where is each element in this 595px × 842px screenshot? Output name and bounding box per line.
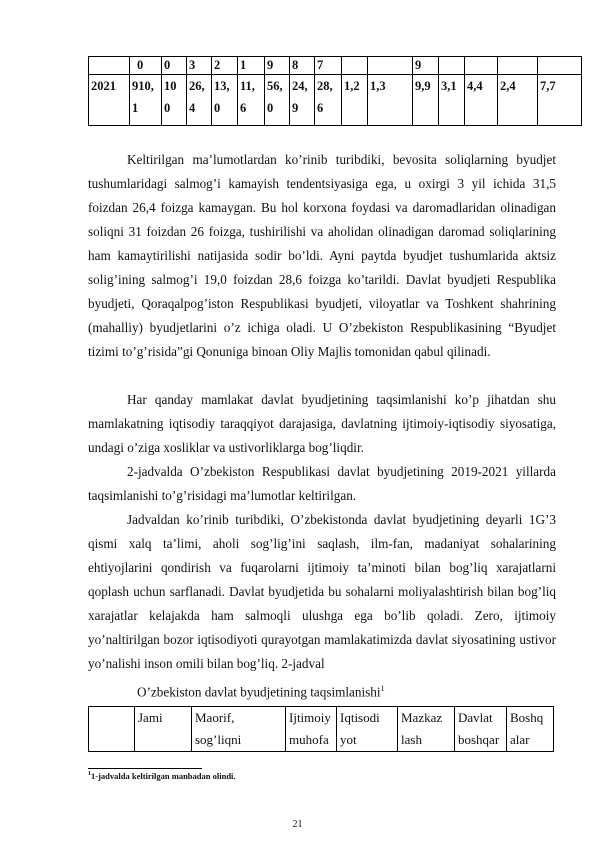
body-paragraph: Jadvaldan ko’rinib turibdiki, O’zbekistonda davlat byudjetining deyarli 1G’3 qismi xalq ta’limi, aholi sog’lig’ini saqlash, ilm-fan, madaniyat sohalarining ehtiyojlarini qondirish va fuqarolarni ijtimoiy ta’minoti bilan bog’liq xarajatlarni qoplash uchun sarflanadi. Davlat byudjetida bu sohalarni moliyalashtirish bilan bog’liq xarajatlar kelajakda ham salmoqli ulushga ega bo’lib qoladi. Zero, ijtimoiy yo’naltirilgan bozor iqtisodiyoti qurayotgan mamlakatimizda davlat siyosatining ustivor yo’nalishi inson omili bilan bog’liq. 2-jadval [88, 512, 556, 671]
body-paragraph: Har qanday mamlakat davlat byudjetining taqsimlanishi ko’p jihatdan shu mamlakatning iqtisodiy taraqqiyot darajasiga, davlatning ijtimoiy-iqtisodiy siyosatiga, undagi o’ziga xosliklar va ustivorliklarga bog’liqdir. [88, 392, 556, 455]
table-cell: 28, 6 [315, 75, 342, 126]
table-cell: 13, 0 [212, 75, 238, 126]
table-cell: 26, 4 [187, 75, 212, 126]
table-cell [498, 57, 538, 75]
table-cell: 11, 6 [238, 75, 265, 126]
table-cell: 7 [315, 57, 342, 75]
table-cell: 24, 9 [290, 75, 315, 126]
table-header-cell: Maorif, sog’liqni [192, 707, 286, 752]
table-row [89, 75, 582, 126]
table-header-cell: Boshq alar [507, 707, 554, 752]
table-cell [368, 57, 413, 75]
budget-data-table [88, 56, 582, 126]
body-paragraph: Keltirilgan ma’lumotlardan ko’rinib turibdiki, bevosita soliqlarning byudjet tushumlaridagi salmog’i kamayish tendentsiyasiga ega, u oxirgi 3 yil ichida 31,5 foizdan 26,4 foizga kamaygan. Bu hol korxona foydasi va daromadlaridan olinadigan soliqni 31 foizdan 26 foizga, tushirilishi va aholidan olinadigan daromad soliqlarining ham kamaytirilishi natijasida sodir bo’ldi. Ayni paytda byudjet tushumlarida aktsiz solig’ining salmog’i 19,0 foizdan 28,6 foizga ko’tarildi. Davlat byudjeti Respublika byudjeti, Qoraqalpog’iston Respublikasi byudjeti, viloyatlar va Toshkent shahrining (mahalliy) byudjetlarini o’z ichiga oladi. U O’zbekiston Respublikasining “Byudjet tizimi to’g’risida”gi Qonuniga binoan Oliy Majlis tomonidan qabul qilinadi. [88, 152, 556, 359]
table-cell: 9 [413, 57, 439, 75]
table-header-cell [89, 707, 135, 752]
page-number: 21 [292, 819, 303, 830]
table-row [89, 57, 582, 75]
table-cell [89, 57, 130, 75]
footnote-separator [88, 768, 202, 769]
table-cell: 0 [130, 57, 162, 75]
budget-distribution-table [88, 706, 554, 752]
table-header-cell: Iqtisodi yot [337, 707, 398, 752]
table-cell: 4,4 [465, 75, 498, 126]
table-header-cell: Ijtimoiy muhofa [286, 707, 337, 752]
table-cell: 9 [265, 57, 290, 75]
table-cell: 0 [162, 57, 187, 75]
table-header-cell: Jami [135, 707, 192, 752]
table-cell: 10 0 [162, 75, 187, 126]
table-cell: 56, 0 [265, 75, 290, 126]
table-cell [439, 57, 465, 75]
table-caption: O’zbekiston davlat byudjetining taqsimlanishi$^1$ [137, 684, 385, 700]
table-header-row [89, 707, 554, 752]
footnote-marker: 1 [380, 684, 385, 693]
table-cell: 3 [187, 57, 212, 75]
table-cell [465, 57, 498, 75]
table-cell: 1,2 [342, 75, 368, 126]
body-paragraph: 2-jadvalda O’zbekiston Respublikasi davlat byudjetining 2019-2021 yillarda taqsimlanishi to’g’risidagi ma’lumotlar keltirilgan. [88, 464, 556, 503]
table-header-cell: Mazkaz lash [398, 707, 455, 752]
table-cell: 2,4 [498, 75, 538, 126]
table-cell: 9,9 [413, 75, 439, 126]
table-cell: 2021 [89, 75, 130, 126]
table-cell [342, 57, 368, 75]
table-cell: 1,3 [368, 75, 413, 126]
table-header-cell: Davlat boshqar [455, 707, 507, 752]
table-cell [538, 57, 582, 75]
table-cell: 3,1 [439, 75, 465, 126]
table-cell: 1 [238, 57, 265, 75]
table-cell: 910, 1 [130, 75, 162, 126]
table-cell: 2 [212, 57, 238, 75]
table-cell: 8 [290, 57, 315, 75]
table-cell: 7,7 [538, 75, 582, 126]
footnote: $^1$1-jadvalda keltirilgan manbadan olindi. [88, 771, 236, 781]
